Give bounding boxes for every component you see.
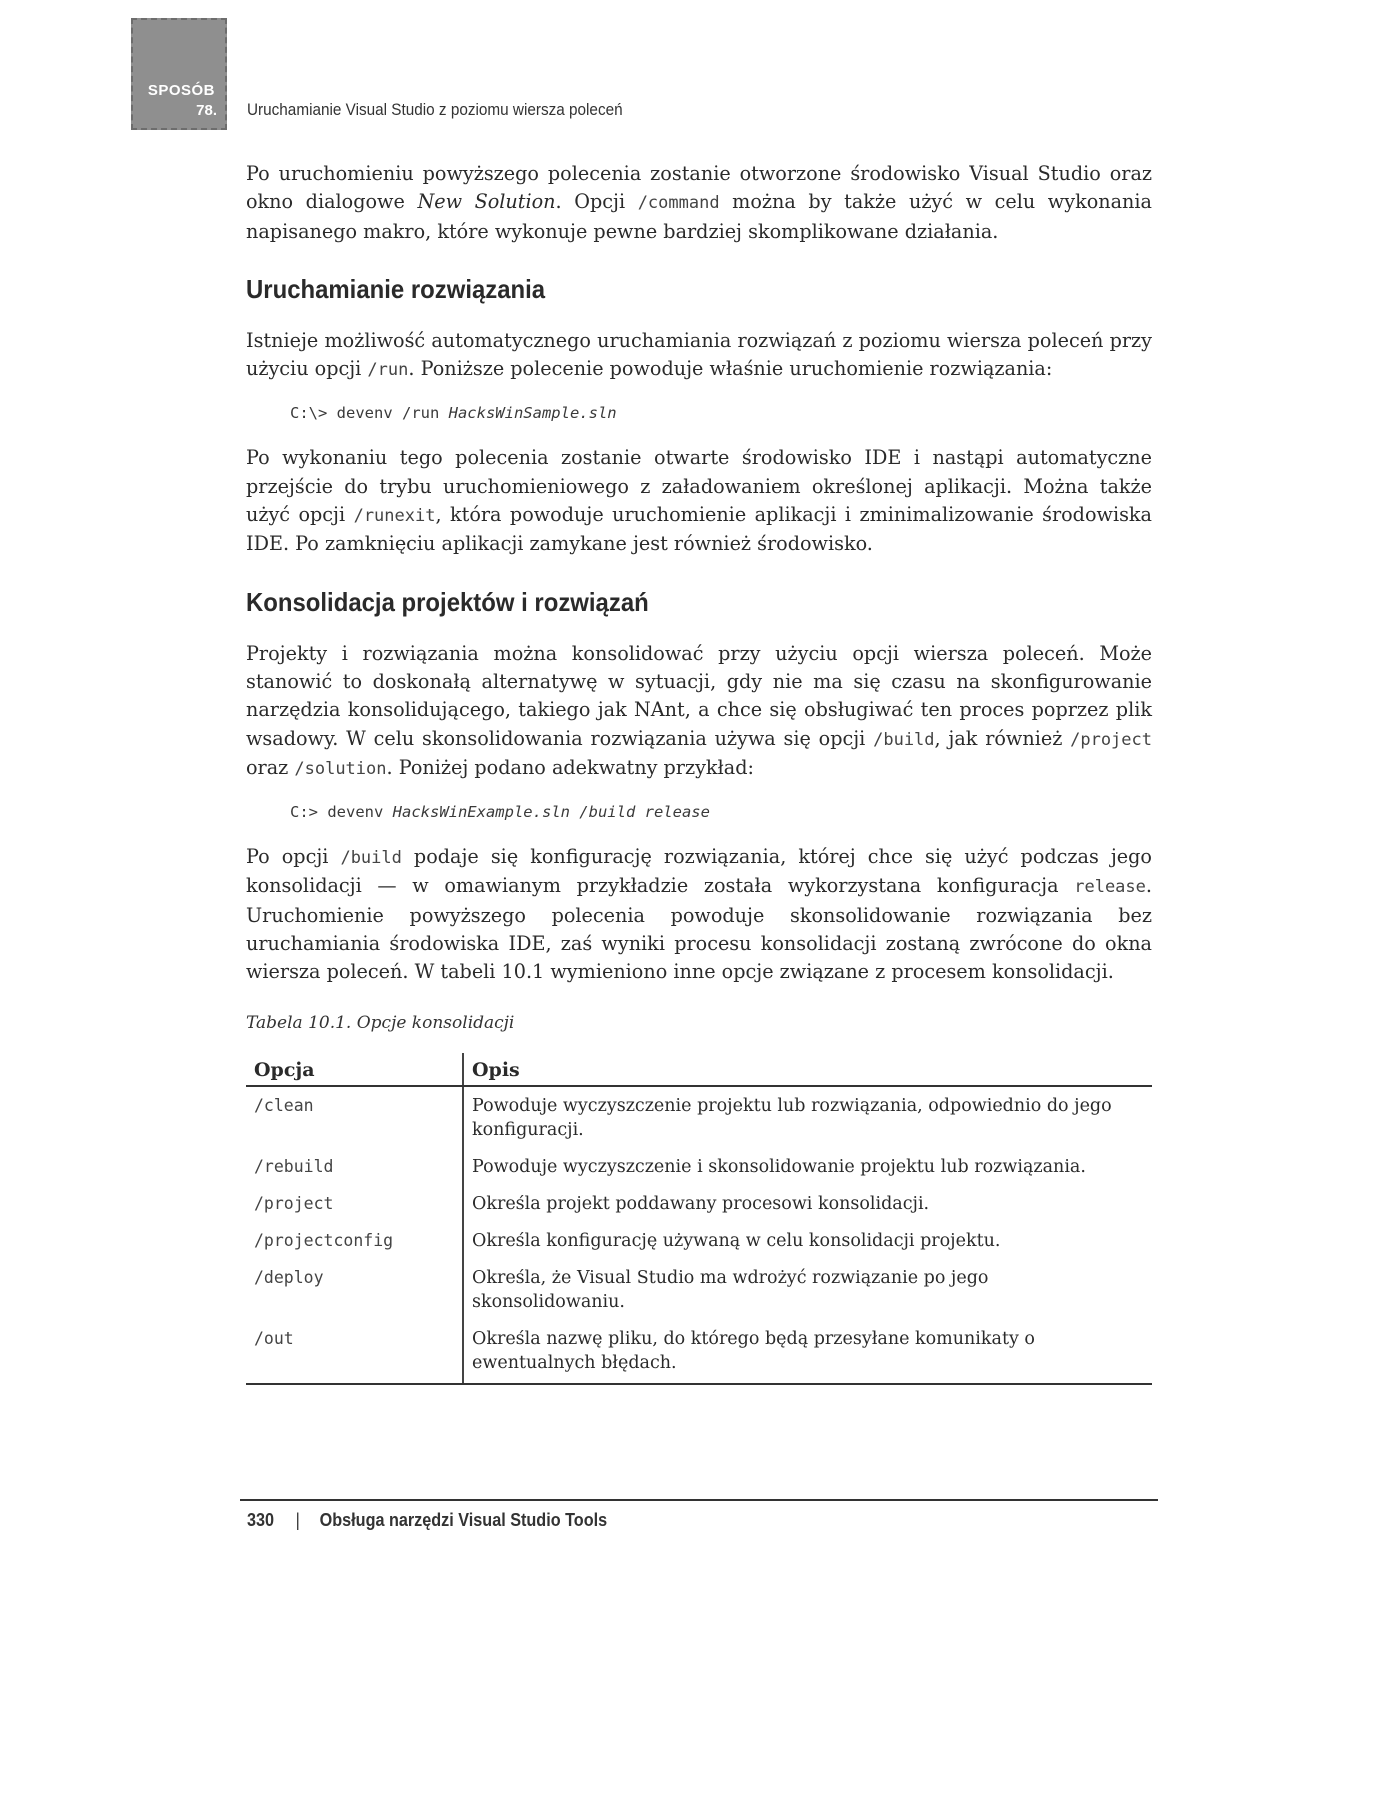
paragraph-1: Po uruchomieniu powyższego polecenia zostanie otworzone środowisko Visual Studio oraz okno dialogowe New Solution. Opcji /command można by także użyć w celu wykonania napisanego makro, które wykonuje pewne bardziej skomplikowane działania. [246,162,1152,243]
emphasis-new-solution: New Solution [417,190,556,214]
option-cell: /rebuild [246,1148,463,1185]
page-footer [247,1510,607,1531]
footer-separator: | [295,1510,300,1530]
description-cell: Powoduje wyczyszczenie projektu lub rozwiązania, odpowiednio do jego konfiguracji. [472,1095,1112,1140]
table-row [246,1086,1152,1148]
inline-code: /runexit [353,506,436,527]
option-cell: /project [246,1185,463,1222]
table-row [246,1320,1152,1384]
inline-code: /run [367,360,409,381]
build-options-table [246,1053,1152,1385]
paragraph-3: Po wykonaniu tego polecenia zostanie otwarte środowisko IDE i nastąpi automatyczne przejście do trybu uruchomieniowego z załadowaniem określonej aplikacji. Można także użyć opcji /runexit, która powoduje uruchomienie aplikacji i zminimalizowanie środowiska IDE. Po zamknięciu aplikacji zamykane jest również środowisko. [246,446,1152,556]
description-cell: Określa, że Visual Studio ma wdrożyć rozwiązanie po jego skonsolidowaniu. [472,1267,989,1312]
badge-label: SPOSÓB [147,82,215,99]
column-header-option: Opcja [246,1053,463,1086]
table-row [246,1259,1152,1320]
inline-code: release [1074,877,1146,898]
section-heading-build: Konsolidacja projektów i rozwiązań [246,586,649,617]
badge-number: 78. [196,102,217,119]
code-example-build: C:> devenv HacksWinExample.sln /build release [290,803,710,822]
code-example-run: C:\> devenv /run HacksWinSample.sln [290,404,617,423]
description-cell: Określa projekt poddawany procesowi konsolidacji. [472,1193,930,1214]
option-cell: /out [246,1320,463,1384]
table-header-row [246,1053,1152,1086]
paragraph-5: Po opcji /build podaje się konfigurację rozwiązania, której chce się użyć podczas jego konsolidacji — w omawianym przykładzie została wykorzystana konfiguracja release. Uruchomienie powyższego polecenia powoduje skonsolidowanie rozwiązania bez uruchamiania środowiska IDE, zaś wyniki procesu konsolidacji zostaną zwrócone do okna wiersza poleceń. W tabeli 10.1 wymieniono inne opcje związane z procesem konsolidacji. [246,845,1152,984]
inline-code: /project [1070,729,1152,750]
inline-code: /solution [294,758,387,779]
option-cell: /projectconfig [246,1222,463,1259]
paragraph-4: Projekty i rozwiązania można konsolidować przy użyciu opcji wiersza poleceń. Może stanowić to doskonałą alternatywę w sytuacji, gdy nie ma się czasu na skonfigurowanie narzędzia konsolidującego, takiego jak NAnt, a chce się obsługiwać ten proces poprzez plik wsadowy. W celu skonsolidowania rozwiązania używa się opcji /build, jak również /project oraz /solution. Poniżej podano adekwatny przykład: [246,641,1152,779]
inline-code: /build [873,729,935,750]
description-cell: Określa konfigurację używaną w celu konsolidacji projektu. [472,1230,1001,1251]
table-row [246,1148,1152,1185]
table-row [246,1222,1152,1259]
description-cell: Określa nazwę pliku, do którego będą przesyłane komunikaty o ewentualnych błędach. [463,1320,1152,1384]
page-number: 330 [247,1510,275,1530]
section-heading-run-solution: Uruchamianie rozwiązania [246,273,546,304]
column-header-description: Opis [463,1053,1152,1086]
hack-badge [131,18,227,130]
page-content [246,160,1152,1385]
table-row [246,1185,1152,1222]
inline-code: /build [340,848,402,869]
inline-code: /command [637,193,720,214]
running-title: Uruchamianie Visual Studio z poziomu wiersza poleceń [247,100,623,119]
description-cell: Powoduje wyczyszczenie i skonsolidowanie projektu lub rozwiązania. [472,1156,1086,1177]
table-caption: Tabela 10.1. Opcje konsolidacji [246,1012,515,1033]
chapter-title: Obsługa narzędzi Visual Studio Tools [319,1510,608,1530]
paragraph-2: Istnieje możliwość automatycznego uruchamiania rozwiązań z poziomu wiersza poleceń przy użyciu opcji /run. Poniższe polecenie powoduje właśnie uruchomienie rozwiązania: [246,328,1152,381]
footer-rule [240,1499,1158,1501]
option-cell: /clean [246,1086,463,1148]
option-cell: /deploy [246,1259,463,1320]
